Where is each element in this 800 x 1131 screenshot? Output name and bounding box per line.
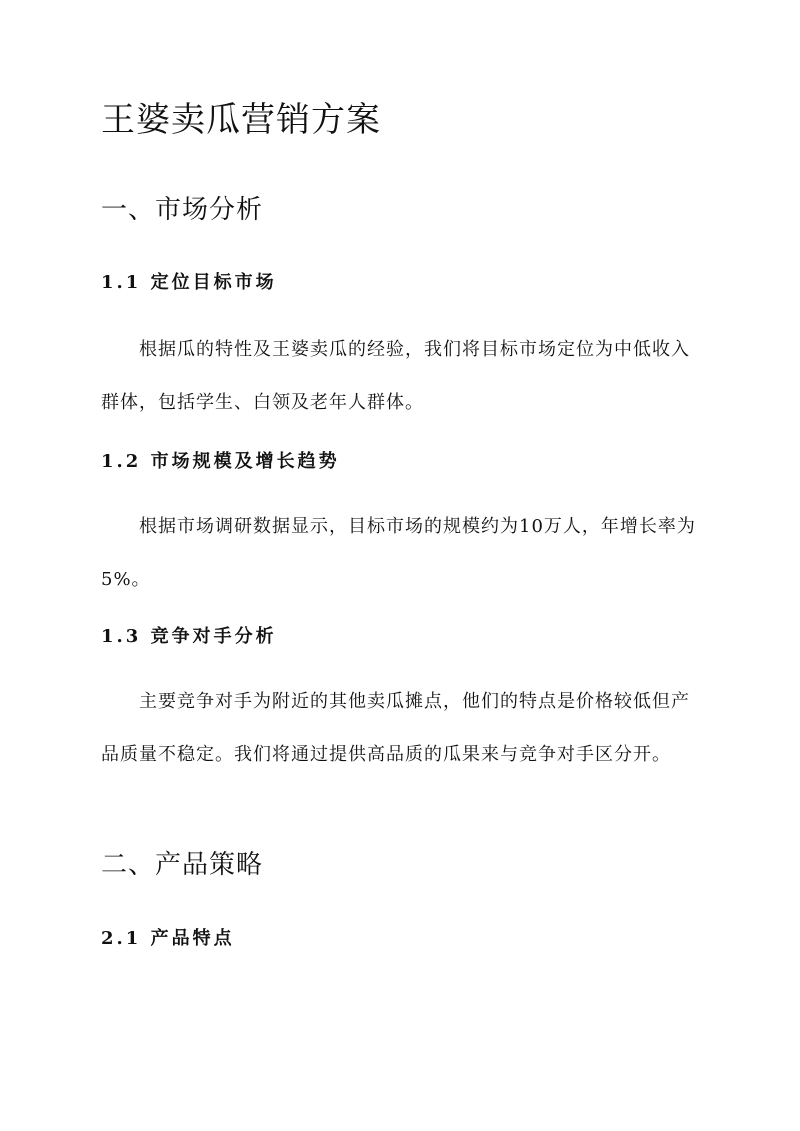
section-heading-product-strategy: 二、产品策略 bbox=[101, 850, 264, 880]
paragraph-1-2: 根据市场调研数据显示，目标市场的规模约为10万人，年增长率为5%。 bbox=[101, 516, 696, 590]
document-title: 王婆卖瓜营销方案 bbox=[101, 100, 381, 140]
subsection-heading-1-1: 1.1 定位目标市场 bbox=[101, 272, 277, 293]
subsection-heading-2-1: 2.1 产品特点 bbox=[101, 928, 235, 949]
paragraph-1-3: 主要竞争对手为附近的其他卖瓜摊点，他们的特点是价格较低但产品质量不稳定。我们将通过提供高品质的瓜果来与竞争对手区分开。 bbox=[101, 691, 690, 765]
subsection-heading-1-2: 1.2 市场规模及增长趋势 bbox=[101, 451, 340, 472]
paragraph-1-1: 根据瓜的特性及王婆卖瓜的经验，我们将目标市场定位为中低收入群体，包括学生、白领及老年人群体。 bbox=[101, 339, 690, 413]
section-heading-market-analysis: 一、市场分析 bbox=[101, 195, 264, 225]
subsection-heading-1-3: 1.3 竞争对手分析 bbox=[101, 626, 277, 647]
